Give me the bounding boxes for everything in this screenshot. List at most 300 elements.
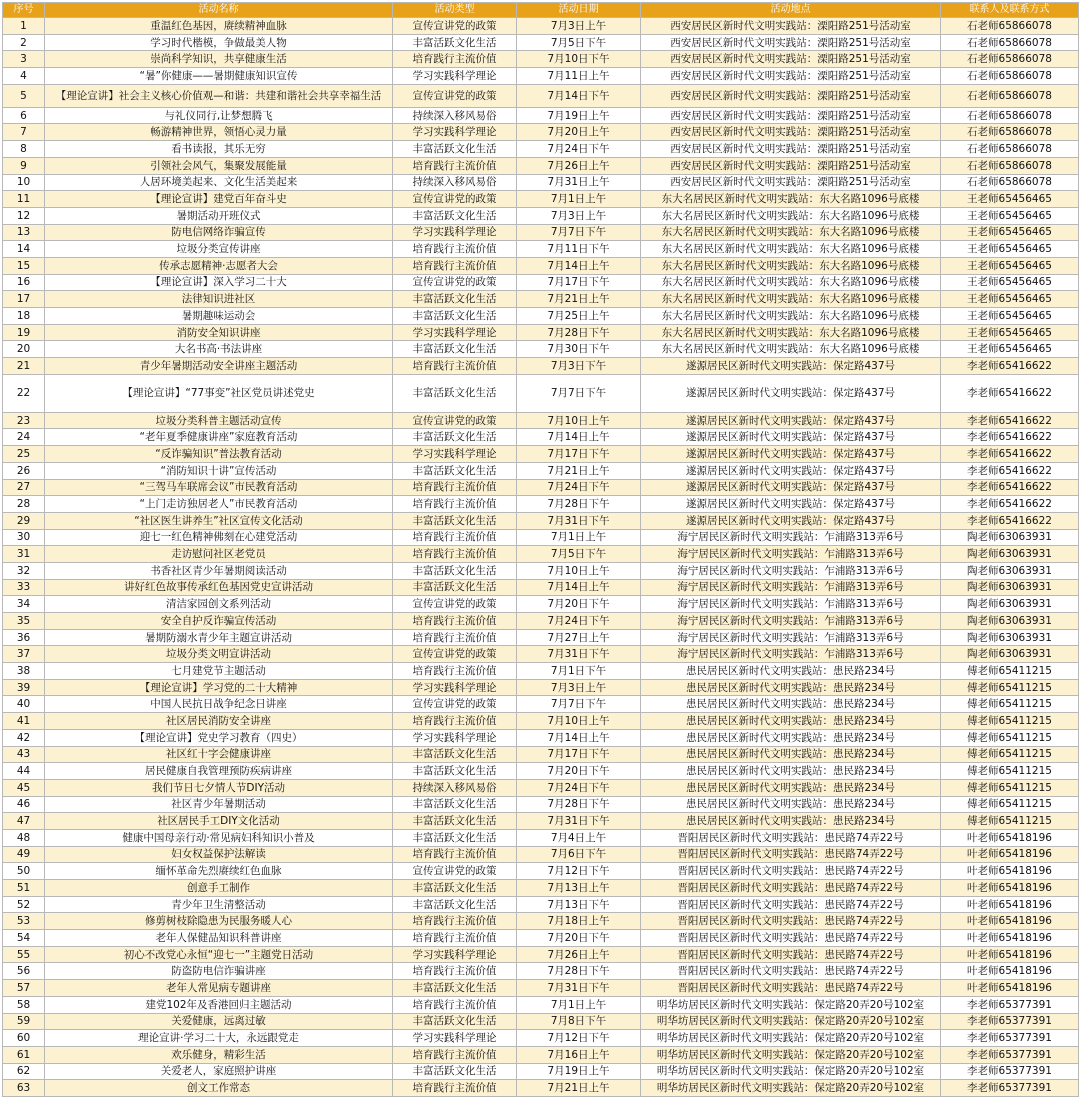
cell-activity-name: 妇女权益保护法解读 [45, 846, 393, 863]
cell-location: 东大名居民区新时代文明实践站：东大名路1096号底楼 [641, 207, 941, 224]
cell-activity-name: 社区青少年暑期活动 [45, 796, 393, 813]
cell-location: 东大名居民区新时代文明实践站：东大名路1096号底楼 [641, 191, 941, 208]
cell-date: 7月26日上午 [517, 157, 641, 174]
table-row [3, 496, 1079, 513]
cell-index: 32 [3, 562, 45, 579]
cell-index: 4 [3, 68, 45, 85]
cell-date: 7月17日下午 [517, 274, 641, 291]
cell-contact: 叶老师65418196 [941, 863, 1079, 880]
table-row [3, 846, 1079, 863]
cell-activity-type: 培育践行主流价值 [393, 713, 517, 730]
cell-location: 海宁居民区新时代文明实践站：乍浦路313弄6号 [641, 646, 941, 663]
cell-activity-type: 培育践行主流价值 [393, 358, 517, 375]
cell-date: 7月20日下午 [517, 930, 641, 947]
cell-index: 24 [3, 429, 45, 446]
cell-location: 西安居民区新时代文明实践站：溧阳路251号活动室 [641, 107, 941, 124]
cell-date: 7月6日下午 [517, 846, 641, 863]
cell-location: 遂源居民区新时代文明实践站：保定路437号 [641, 496, 941, 513]
cell-activity-type: 学习实践科学理论 [393, 68, 517, 85]
cell-activity-name: 人居环境美起来、文化生活美起来 [45, 174, 393, 191]
table-row [3, 1080, 1079, 1097]
cell-index: 7 [3, 124, 45, 141]
cell-index: 56 [3, 963, 45, 980]
cell-index: 17 [3, 291, 45, 308]
cell-date: 7月13日上午 [517, 880, 641, 897]
cell-activity-type: 丰富活跃文化生活 [393, 291, 517, 308]
cell-contact: 陶老师63063931 [941, 613, 1079, 630]
table-row [3, 1013, 1079, 1030]
cell-location: 明华坊居民区新时代文明实践站：保定路20弄20号102室 [641, 996, 941, 1013]
cell-location: 西安居民区新时代文明实践站：溧阳路251号活动室 [641, 68, 941, 85]
cell-activity-name: 【理论宣讲】深入学习二十大 [45, 274, 393, 291]
cell-location: 患民居民区新时代文明实践站：患民路234号 [641, 779, 941, 796]
cell-activity-type: 培育践行主流价值 [393, 479, 517, 496]
cell-index: 26 [3, 462, 45, 479]
cell-contact: 石老师65866078 [941, 68, 1079, 85]
cell-date: 7月31日下午 [517, 512, 641, 529]
cell-index: 8 [3, 141, 45, 158]
table-row [3, 358, 1079, 375]
cell-location: 遂源居民区新时代文明实践站：保定路437号 [641, 374, 941, 412]
cell-index: 20 [3, 341, 45, 358]
cell-activity-name: 理论宣讲·学习二十大，永远跟党走 [45, 1030, 393, 1047]
table-body [3, 18, 1079, 1097]
cell-index: 47 [3, 813, 45, 830]
cell-index: 1 [3, 18, 45, 35]
cell-index: 21 [3, 358, 45, 375]
cell-date: 7月31日下午 [517, 813, 641, 830]
table-row [3, 412, 1079, 429]
cell-activity-name: 防电信网络诈骗宣传 [45, 224, 393, 241]
cell-contact: 石老师65866078 [941, 84, 1079, 107]
cell-activity-name: 垃圾分类宣传讲座 [45, 241, 393, 258]
table-row [3, 696, 1079, 713]
cell-contact: 王老师65456465 [941, 191, 1079, 208]
cell-location: 明华坊居民区新时代文明实践站：保定路20弄20号102室 [641, 1046, 941, 1063]
cell-contact: 叶老师65418196 [941, 963, 1079, 980]
cell-location: 东大名居民区新时代文明实践站：东大名路1096号底楼 [641, 291, 941, 308]
cell-contact: 傅老师65411215 [941, 663, 1079, 680]
table-row [3, 829, 1079, 846]
cell-date: 7月28日下午 [517, 963, 641, 980]
cell-activity-name: 青少年卫生清整活动 [45, 896, 393, 913]
table-row [3, 629, 1079, 646]
cell-contact: 王老师65456465 [941, 241, 1079, 258]
cell-date: 7月26日上午 [517, 946, 641, 963]
cell-contact: 李老师65377391 [941, 1046, 1079, 1063]
cell-contact: 王老师65456465 [941, 224, 1079, 241]
table-row [3, 679, 1079, 696]
cell-activity-name: 【理论宣讲】建党百年奋斗史 [45, 191, 393, 208]
table-row [3, 429, 1079, 446]
cell-activity-type: 丰富活跃文化生活 [393, 308, 517, 325]
cell-activity-type: 丰富活跃文化生活 [393, 579, 517, 596]
cell-activity-type: 培育践行主流价值 [393, 913, 517, 930]
cell-date: 7月7日下午 [517, 374, 641, 412]
cell-location: 患民居民区新时代文明实践站：患民路234号 [641, 763, 941, 780]
cell-contact: 石老师65866078 [941, 124, 1079, 141]
col-header-contact: 联系人及联系方式 [941, 3, 1079, 18]
cell-date: 7月11日下午 [517, 241, 641, 258]
cell-location: 晋阳居民区新时代文明实践站：患民路74弄22号 [641, 896, 941, 913]
cell-location: 东大名居民区新时代文明实践站：东大名路1096号底楼 [641, 324, 941, 341]
cell-index: 36 [3, 629, 45, 646]
cell-activity-name: 社区红十字会健康讲座 [45, 746, 393, 763]
cell-activity-name: 重温红色基因，赓续精神血脉 [45, 18, 393, 35]
cell-contact: 王老师65456465 [941, 207, 1079, 224]
cell-date: 7月1日上午 [517, 529, 641, 546]
cell-location: 晋阳居民区新时代文明实践站：患民路74弄22号 [641, 846, 941, 863]
cell-activity-type: 学习实践科学理论 [393, 324, 517, 341]
cell-location: 西安居民区新时代文明实践站：溧阳路251号活动室 [641, 34, 941, 51]
cell-date: 7月7日下午 [517, 696, 641, 713]
cell-location: 遂源居民区新时代文明实践站：保定路437号 [641, 446, 941, 463]
table-header-row [3, 3, 1079, 18]
cell-date: 7月10日上午 [517, 412, 641, 429]
table-row [3, 579, 1079, 596]
cell-index: 57 [3, 980, 45, 997]
cell-activity-type: 培育践行主流价值 [393, 157, 517, 174]
cell-activity-type: 宣传宣讲党的政策 [393, 274, 517, 291]
cell-index: 14 [3, 241, 45, 258]
cell-activity-name: 看书读报，其乐无穷 [45, 141, 393, 158]
table-row [3, 713, 1079, 730]
cell-index: 23 [3, 412, 45, 429]
cell-activity-name: “三驾马车联席会议”市民教育活动 [45, 479, 393, 496]
table-row [3, 34, 1079, 51]
cell-date: 7月3日下午 [517, 358, 641, 375]
cell-location: 遂源居民区新时代文明实践站：保定路437号 [641, 462, 941, 479]
cell-location: 患民居民区新时代文明实践站：患民路234号 [641, 729, 941, 746]
cell-activity-name: 清洁家园创文系列活动 [45, 596, 393, 613]
cell-activity-name: 老年人保健品知识科普讲座 [45, 930, 393, 947]
cell-location: 明华坊居民区新时代文明实践站：保定路20弄20号102室 [641, 1063, 941, 1080]
cell-date: 7月28日下午 [517, 496, 641, 513]
cell-activity-type: 持续深入移风易俗 [393, 107, 517, 124]
cell-contact: 傅老师65411215 [941, 779, 1079, 796]
cell-index: 25 [3, 446, 45, 463]
cell-activity-type: 丰富活跃文化生活 [393, 512, 517, 529]
cell-activity-type: 学习实践科学理论 [393, 224, 517, 241]
cell-activity-name: 初心不改党心永恒“迎七一”主题党日活动 [45, 946, 393, 963]
cell-activity-name: 缅怀革命先烈赓续红色血脉 [45, 863, 393, 880]
table-row [3, 84, 1079, 107]
cell-activity-name: 消防安全知识讲座 [45, 324, 393, 341]
table-row [3, 257, 1079, 274]
cell-index: 37 [3, 646, 45, 663]
cell-activity-name: 创文工作常态 [45, 1080, 393, 1097]
cell-index: 61 [3, 1046, 45, 1063]
cell-date: 7月4日上午 [517, 829, 641, 846]
cell-activity-type: 宣传宣讲党的政策 [393, 191, 517, 208]
cell-activity-type: 宣传宣讲党的政策 [393, 863, 517, 880]
cell-index: 35 [3, 613, 45, 630]
cell-activity-name: 学习时代楷模，争做最美人物 [45, 34, 393, 51]
cell-date: 7月19日上午 [517, 107, 641, 124]
cell-contact: 陶老师63063931 [941, 629, 1079, 646]
cell-activity-type: 丰富活跃文化生活 [393, 429, 517, 446]
cell-date: 7月27日上午 [517, 629, 641, 646]
cell-location: 晋阳居民区新时代文明实践站：患民路74弄22号 [641, 930, 941, 947]
cell-activity-type: 持续深入移风易俗 [393, 779, 517, 796]
cell-date: 7月10日下午 [517, 51, 641, 68]
table-row [3, 746, 1079, 763]
activity-table [2, 2, 1079, 1097]
cell-activity-name: 走访慰问社区老党员 [45, 546, 393, 563]
cell-activity-name: “反诈骗知识”普法教育活动 [45, 446, 393, 463]
table-row [3, 796, 1079, 813]
cell-activity-type: 培育践行主流价值 [393, 529, 517, 546]
table-row [3, 980, 1079, 997]
cell-activity-type: 丰富活跃文化生活 [393, 796, 517, 813]
cell-contact: 叶老师65418196 [941, 896, 1079, 913]
cell-date: 7月5日下午 [517, 546, 641, 563]
cell-date: 7月21日上午 [517, 1080, 641, 1097]
table-row [3, 191, 1079, 208]
cell-activity-type: 丰富活跃文化生活 [393, 34, 517, 51]
cell-date: 7月10日上午 [517, 713, 641, 730]
cell-index: 34 [3, 596, 45, 613]
cell-location: 患民居民区新时代文明实践站：患民路234号 [641, 679, 941, 696]
cell-contact: 李老师65377391 [941, 1080, 1079, 1097]
cell-date: 7月7日下午 [517, 224, 641, 241]
cell-date: 7月31日下午 [517, 980, 641, 997]
cell-date: 7月1日下午 [517, 663, 641, 680]
cell-activity-name: 健康中国母亲行动·常见病妇科知识小普及 [45, 829, 393, 846]
table-row [3, 51, 1079, 68]
cell-location: 海宁居民区新时代文明实践站：乍浦路313弄6号 [641, 596, 941, 613]
cell-location: 东大名居民区新时代文明实践站：东大名路1096号底楼 [641, 274, 941, 291]
cell-activity-type: 培育践行主流价值 [393, 629, 517, 646]
cell-contact: 王老师65456465 [941, 257, 1079, 274]
cell-index: 3 [3, 51, 45, 68]
cell-index: 59 [3, 1013, 45, 1030]
cell-index: 40 [3, 696, 45, 713]
cell-contact: 李老师65416622 [941, 446, 1079, 463]
cell-activity-type: 丰富活跃文化生活 [393, 562, 517, 579]
cell-index: 33 [3, 579, 45, 596]
cell-location: 海宁居民区新时代文明实践站：乍浦路313弄6号 [641, 613, 941, 630]
cell-index: 6 [3, 107, 45, 124]
cell-date: 7月31日下午 [517, 646, 641, 663]
cell-date: 7月3日上午 [517, 207, 641, 224]
table-row [3, 68, 1079, 85]
cell-contact: 李老师65377391 [941, 1013, 1079, 1030]
cell-activity-type: 学习实践科学理论 [393, 1030, 517, 1047]
cell-activity-type: 丰富活跃文化生活 [393, 1063, 517, 1080]
cell-date: 7月24日下午 [517, 141, 641, 158]
cell-contact: 傅老师65411215 [941, 713, 1079, 730]
table-row [3, 729, 1079, 746]
cell-activity-type: 培育践行主流价值 [393, 1080, 517, 1097]
cell-date: 7月25日上午 [517, 308, 641, 325]
cell-location: 海宁居民区新时代文明实践站：乍浦路313弄6号 [641, 629, 941, 646]
cell-index: 29 [3, 512, 45, 529]
table-row [3, 479, 1079, 496]
cell-date: 7月17日下午 [517, 446, 641, 463]
cell-activity-type: 宣传宣讲党的政策 [393, 696, 517, 713]
cell-activity-type: 培育践行主流价值 [393, 257, 517, 274]
cell-contact: 叶老师65418196 [941, 829, 1079, 846]
cell-activity-type: 丰富活跃文化生活 [393, 829, 517, 846]
table-row [3, 562, 1079, 579]
table-row [3, 930, 1079, 947]
cell-activity-type: 丰富活跃文化生活 [393, 207, 517, 224]
cell-contact: 叶老师65418196 [941, 880, 1079, 897]
cell-activity-type: 丰富活跃文化生活 [393, 746, 517, 763]
cell-contact: 石老师65866078 [941, 157, 1079, 174]
cell-index: 54 [3, 930, 45, 947]
cell-activity-name: 我们节日七夕情人节DIY活动 [45, 779, 393, 796]
cell-index: 27 [3, 479, 45, 496]
cell-location: 东大名居民区新时代文明实践站：东大名路1096号底楼 [641, 308, 941, 325]
cell-location: 海宁居民区新时代文明实践站：乍浦路313弄6号 [641, 529, 941, 546]
cell-location: 遂源居民区新时代文明实践站：保定路437号 [641, 412, 941, 429]
cell-index: 16 [3, 274, 45, 291]
cell-activity-name: 关爱健康，远离过敏 [45, 1013, 393, 1030]
cell-activity-name: 迎七一红色精神佛刻在心建党活动 [45, 529, 393, 546]
col-header-type: 活动类型 [393, 3, 517, 18]
cell-date: 7月20日下午 [517, 596, 641, 613]
cell-index: 18 [3, 308, 45, 325]
cell-contact: 李老师65416622 [941, 496, 1079, 513]
cell-contact: 石老师65866078 [941, 51, 1079, 68]
cell-activity-type: 丰富活跃文化生活 [393, 880, 517, 897]
cell-location: 西安居民区新时代文明实践站：溧阳路251号活动室 [641, 174, 941, 191]
cell-location: 东大名居民区新时代文明实践站：东大名路1096号底楼 [641, 341, 941, 358]
cell-location: 患民居民区新时代文明实践站：患民路234号 [641, 713, 941, 730]
cell-contact: 傅老师65411215 [941, 763, 1079, 780]
cell-index: 51 [3, 880, 45, 897]
cell-activity-name: 大名书高·书法讲座 [45, 341, 393, 358]
cell-date: 7月1日上午 [517, 996, 641, 1013]
cell-index: 22 [3, 374, 45, 412]
cell-index: 31 [3, 546, 45, 563]
cell-location: 晋阳居民区新时代文明实践站：患民路74弄22号 [641, 980, 941, 997]
cell-index: 55 [3, 946, 45, 963]
cell-date: 7月12日下午 [517, 1030, 641, 1047]
cell-location: 海宁居民区新时代文明实践站：乍浦路313弄6号 [641, 546, 941, 563]
cell-location: 遂源居民区新时代文明实践站：保定路437号 [641, 429, 941, 446]
cell-activity-type: 培育践行主流价值 [393, 51, 517, 68]
cell-activity-name: “暑”你健康——暑期健康知识宣传 [45, 68, 393, 85]
cell-index: 53 [3, 913, 45, 930]
cell-date: 7月14日上午 [517, 429, 641, 446]
cell-date: 7月24日下午 [517, 479, 641, 496]
cell-location: 患民居民区新时代文明实践站：患民路234号 [641, 696, 941, 713]
cell-index: 62 [3, 1063, 45, 1080]
cell-date: 7月11日上午 [517, 68, 641, 85]
cell-date: 7月12日下午 [517, 863, 641, 880]
cell-location: 东大名居民区新时代文明实践站：东大名路1096号底楼 [641, 224, 941, 241]
cell-contact: 陶老师63063931 [941, 596, 1079, 613]
cell-activity-name: 创意手工制作 [45, 880, 393, 897]
cell-location: 晋阳居民区新时代文明实践站：患民路74弄22号 [641, 913, 941, 930]
cell-date: 7月21日上午 [517, 291, 641, 308]
cell-activity-type: 学习实践科学理论 [393, 729, 517, 746]
table-row [3, 596, 1079, 613]
cell-index: 19 [3, 324, 45, 341]
cell-location: 遂源居民区新时代文明实践站：保定路437号 [641, 479, 941, 496]
cell-index: 46 [3, 796, 45, 813]
cell-date: 7月21日上午 [517, 462, 641, 479]
cell-contact: 傅老师65411215 [941, 679, 1079, 696]
table-row [3, 896, 1079, 913]
cell-activity-name: 讲好红色故事传承红色基因党史宣讲活动 [45, 579, 393, 596]
cell-index: 11 [3, 191, 45, 208]
cell-index: 45 [3, 779, 45, 796]
cell-index: 10 [3, 174, 45, 191]
cell-index: 44 [3, 763, 45, 780]
cell-index: 30 [3, 529, 45, 546]
cell-location: 遂源居民区新时代文明实践站：保定路437号 [641, 358, 941, 375]
cell-contact: 陶老师63063931 [941, 529, 1079, 546]
cell-contact: 石老师65866078 [941, 141, 1079, 158]
cell-contact: 傅老师65411215 [941, 813, 1079, 830]
cell-activity-type: 培育践行主流价值 [393, 496, 517, 513]
cell-location: 东大名居民区新时代文明实践站：东大名路1096号底楼 [641, 241, 941, 258]
cell-activity-name: 暑期防溺水青少年主题宣讲活动 [45, 629, 393, 646]
cell-activity-name: 书香社区青少年暑期阅读活动 [45, 562, 393, 579]
cell-activity-type: 学习实践科学理论 [393, 946, 517, 963]
cell-activity-type: 学习实践科学理论 [393, 124, 517, 141]
cell-contact: 石老师65866078 [941, 18, 1079, 35]
table-row [3, 763, 1079, 780]
cell-date: 7月3日上午 [517, 679, 641, 696]
cell-activity-name: 关爱老人，家庭照护讲座 [45, 1063, 393, 1080]
table-row [3, 646, 1079, 663]
cell-location: 患民居民区新时代文明实践站：患民路234号 [641, 746, 941, 763]
table-row [3, 207, 1079, 224]
cell-date: 7月20日上午 [517, 124, 641, 141]
cell-contact: 李老师65416622 [941, 358, 1079, 375]
table-row [3, 341, 1079, 358]
table-row [3, 546, 1079, 563]
table-row [3, 996, 1079, 1013]
cell-activity-type: 宣传宣讲党的政策 [393, 646, 517, 663]
cell-activity-type: 宣传宣讲党的政策 [393, 412, 517, 429]
cell-activity-name: “社区医生讲养生”社区宣传文化活动 [45, 512, 393, 529]
cell-location: 西安居民区新时代文明实践站：溧阳路251号活动室 [641, 84, 941, 107]
cell-activity-name: 防盗防电信诈骗讲座 [45, 963, 393, 980]
table-row [3, 274, 1079, 291]
cell-date: 7月14日上午 [517, 257, 641, 274]
cell-activity-name: 七月建党节主题活动 [45, 663, 393, 680]
cell-index: 28 [3, 496, 45, 513]
cell-activity-type: 宣传宣讲党的政策 [393, 84, 517, 107]
cell-activity-name: 建党102年及香港回归主题活动 [45, 996, 393, 1013]
cell-date: 7月24日下午 [517, 613, 641, 630]
cell-activity-name: 【理论宣讲】“77事变”社区党员讲述党史 [45, 374, 393, 412]
cell-location: 西安居民区新时代文明实践站：溧阳路251号活动室 [641, 124, 941, 141]
cell-date: 7月1日上午 [517, 191, 641, 208]
cell-contact: 陶老师63063931 [941, 546, 1079, 563]
table-row [3, 124, 1079, 141]
table-row [3, 141, 1079, 158]
cell-location: 患民居民区新时代文明实践站：患民路234号 [641, 813, 941, 830]
table-row [3, 157, 1079, 174]
cell-index: 48 [3, 829, 45, 846]
cell-contact: 陶老师63063931 [941, 562, 1079, 579]
cell-location: 西安居民区新时代文明实践站：溧阳路251号活动室 [641, 18, 941, 35]
table-row [3, 512, 1079, 529]
cell-contact: 王老师65456465 [941, 308, 1079, 325]
cell-activity-type: 培育践行主流价值 [393, 996, 517, 1013]
cell-index: 15 [3, 257, 45, 274]
cell-date: 7月16日上午 [517, 1046, 641, 1063]
cell-activity-name: “消防知识十讲”宣传活动 [45, 462, 393, 479]
cell-location: 西安居民区新时代文明实践站：溧阳路251号活动室 [641, 141, 941, 158]
